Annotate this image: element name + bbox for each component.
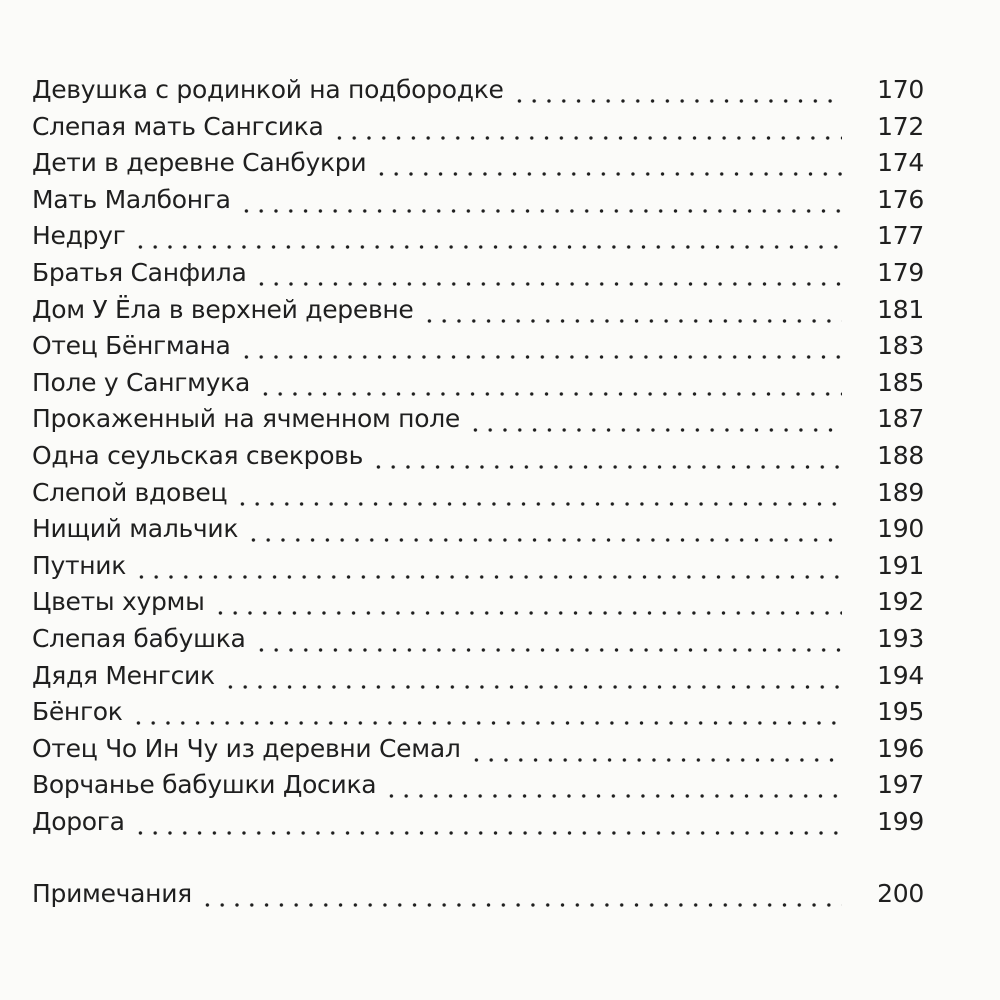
toc-entry [32,401,924,438]
toc-entry-page: 177 [858,218,924,255]
toc-entry [32,218,924,255]
toc-entry-notes [32,876,924,913]
toc-entry-title: Прокаженный на ячменном поле [32,401,468,438]
dot-leader [239,182,842,219]
dot-leader [131,694,842,731]
dot-leader [235,475,842,512]
toc-entry [32,72,924,109]
dot-leader [213,584,842,621]
toc-entry-title: Поле у Сангмука [32,365,258,402]
dot-leader [134,548,842,585]
toc-entry-title: Дорога [32,804,133,841]
toc-entry [32,694,924,731]
toc-entry-page: 193 [858,621,924,658]
toc-entry-title: Дети в деревне Санбукри [32,145,374,182]
toc-entry [32,328,924,365]
toc-entry-page: 195 [858,694,924,731]
toc-entry-title: Дядя Менгсик [32,658,223,695]
toc-entry-title: Бёнгок [32,694,131,731]
dot-leader [374,145,842,182]
dot-leader [254,255,842,292]
toc-entry [32,292,924,329]
toc-entry-title: Одна сеульская свекровь [32,438,371,475]
toc-entry-title: Примечания [32,876,200,913]
toc-entry-page: 200 [858,876,924,913]
toc-entry-title: Цветы хурмы [32,584,213,621]
dot-leader [223,658,842,695]
dot-leader [258,365,842,402]
toc-entry-title: Слепой вдовец [32,475,235,512]
dot-leader [332,109,842,146]
toc-entry [32,182,924,219]
toc-entry-page: 183 [858,328,924,365]
toc-entry-title: Отец Чо Ин Чу из деревни Семал [32,731,469,768]
toc-entry [32,621,924,658]
toc-entry-title: Слепая мать Сангсика [32,109,332,146]
toc-entry [32,475,924,512]
toc-entry-title: Недруг [32,218,133,255]
dot-leader [468,401,842,438]
dot-leader [133,804,842,841]
dot-leader [133,218,842,255]
toc-entry-page: 194 [858,658,924,695]
toc-entry-page: 192 [858,584,924,621]
table-of-contents [32,72,924,913]
dot-leader [422,292,842,329]
dot-leader [512,72,842,109]
toc-entry-title: Отец Бёнгмана [32,328,239,365]
toc-entry-page: 188 [858,438,924,475]
toc-entry-title: Дом У Ёла в верхней деревне [32,292,422,329]
toc-entry-title: Девушка с родинкой на подбородке [32,72,512,109]
toc-entry [32,109,924,146]
dot-leader [239,328,842,365]
toc-entry-page: 172 [858,109,924,146]
dot-leader [371,438,842,475]
toc-entry [32,731,924,768]
toc-entry [32,145,924,182]
toc-entry-title: Слепая бабушка [32,621,254,658]
toc-entry-page: 196 [858,731,924,768]
toc-entry-page: 176 [858,182,924,219]
toc-entry-page: 181 [858,292,924,329]
toc-entry [32,511,924,548]
dot-leader [246,511,842,548]
toc-entry [32,255,924,292]
toc-entry [32,767,924,804]
toc-entry-title: Мать Малбонга [32,182,239,219]
toc-entry [32,804,924,841]
toc-entry [32,438,924,475]
toc-entry-page: 174 [858,145,924,182]
toc-entry-title: Братья Санфила [32,255,254,292]
toc-entry-page: 197 [858,767,924,804]
toc-entry-page: 189 [858,475,924,512]
toc-entry-page: 199 [858,804,924,841]
dot-leader [469,731,842,768]
toc-entry-page: 185 [858,365,924,402]
toc-entry [32,365,924,402]
toc-entry-title: Путник [32,548,134,585]
toc-entry-title: Ворчанье бабушки Досика [32,767,384,804]
dot-leader [384,767,842,804]
toc-entry-page: 187 [858,401,924,438]
toc-entry [32,548,924,585]
toc-entry-page: 190 [858,511,924,548]
toc-entry-title: Нищий мальчик [32,511,246,548]
toc-entry [32,584,924,621]
toc-entry-page: 191 [858,548,924,585]
toc-entry [32,658,924,695]
dot-leader [254,621,842,658]
dot-leader [200,876,842,913]
toc-entry-page: 179 [858,255,924,292]
toc-entry-page: 170 [858,72,924,109]
